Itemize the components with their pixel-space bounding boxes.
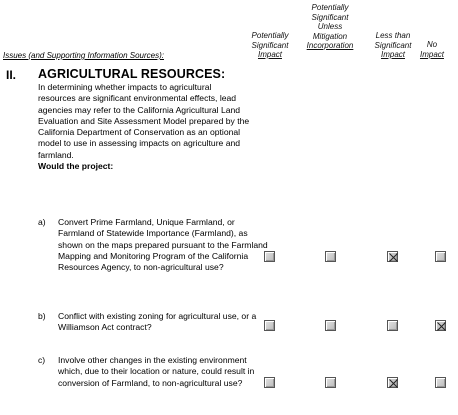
question-b-text: Conflict with existing zoning for agricultural use, or a Williamson Act contract? (58, 311, 257, 333)
check-x-icon (436, 321, 447, 332)
question-b-letter: b) (38, 311, 46, 321)
header-line: Mitigation (312, 31, 348, 41)
checkbox-a-potentially-significant[interactable] (264, 251, 275, 262)
header-line: Potentially (251, 31, 289, 40)
column-header-potentially-significant-impact (238, 31, 302, 60)
check-x-icon (388, 252, 399, 263)
checkbox-c-less-than-significant[interactable] (387, 377, 398, 388)
checkbox-b-potentially-significant[interactable] (264, 320, 275, 331)
header-line: Unless (317, 22, 343, 31)
question-c-letter: c) (38, 355, 46, 365)
header-line: Less than (375, 31, 411, 40)
check-x-icon (388, 378, 399, 389)
checkbox-row-a (0, 251, 458, 264)
checkbox-c-unless-mitigation[interactable] (325, 377, 336, 388)
column-header-potentially-significant-unless-mitigation (298, 3, 362, 51)
header-line: Significant (311, 12, 349, 22)
intro-lead-in: Would the project: (38, 161, 114, 172)
checkbox-c-no-impact[interactable] (435, 377, 446, 388)
header-line: Potentially (311, 3, 349, 12)
checkbox-b-less-than-significant[interactable] (387, 320, 398, 331)
header-line: Significant (251, 40, 289, 50)
checkbox-a-no-impact[interactable] (435, 251, 446, 262)
header-line: Impact (257, 50, 282, 59)
checkbox-b-no-impact[interactable] (435, 320, 446, 331)
header-line: Incorporation (306, 41, 354, 50)
checkbox-row-b (0, 320, 458, 333)
question-c-text: Involve other changes in the existing environment which, due to their location or nature, could result in conversion of Farmland, to non-agricultural use? (58, 355, 255, 388)
issues-column-header: Issues (and Supporting Information Sources): (3, 51, 164, 60)
question-a-letter: a) (38, 217, 46, 227)
section-intro (38, 82, 250, 172)
column-header-no-impact (408, 40, 456, 59)
header-line: Significant (374, 40, 412, 50)
section-title: AGRICULTURAL RESOURCES: (38, 67, 226, 81)
checkbox-a-unless-mitigation[interactable] (325, 251, 336, 262)
checkbox-a-less-than-significant[interactable] (387, 251, 398, 262)
header-line: Impact (419, 49, 444, 59)
checkbox-c-potentially-significant[interactable] (264, 377, 275, 388)
header-line: Impact (380, 50, 405, 59)
intro-text: In determining whether impacts to agricultural resources are significant environmental effects, lead agencies may refer to the California Agricultural Land Evaluation and Site Assessment Model prepared by the California Department of Conservation as an optional model to use in assessing impacts on agriculture and farmland. (38, 82, 250, 160)
checkbox-b-unless-mitigation[interactable] (325, 320, 336, 331)
checkbox-row-c (0, 377, 458, 390)
section-number: II. (6, 68, 17, 82)
question-a-text: Convert Prime Farmland, Unique Farmland, or Farmland of Statewide Importance (Farmland), as shown on the maps prepared pursuant to the Farmland Mapping and Monitoring Program of the California Resources Agency, to non-agricultural use? (58, 217, 268, 273)
header-line: No (426, 40, 438, 49)
